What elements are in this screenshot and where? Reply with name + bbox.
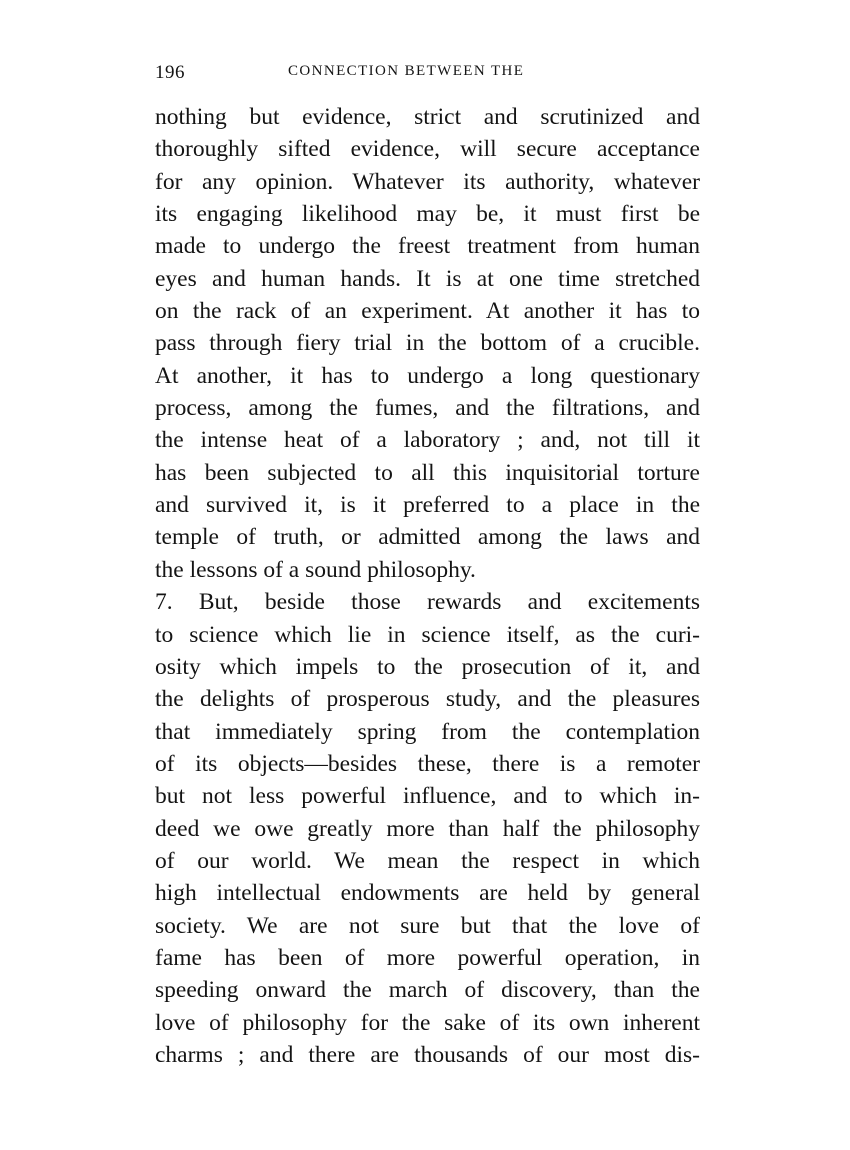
body-text <box>155 101 700 1071</box>
text-line: high intellectual endowments are held by general <box>155 880 700 907</box>
running-head <box>155 62 700 88</box>
text-line: of our world. We mean the respect in which <box>155 847 700 874</box>
text-line: At another, it has to undergo a long questionary <box>155 362 700 389</box>
text-line: fame has been of more powerful operation, in <box>155 944 700 971</box>
text-line: eyes and human hands. It is at one time stretched <box>155 265 700 292</box>
paragraph-end-line: the lessons of a sound philosophy. <box>155 556 476 583</box>
text-line: society. We are not sure but that the love of <box>155 912 700 939</box>
text-line: the intense heat of a laboratory ; and, not till it <box>155 427 700 454</box>
text-line: for any opinion. Whatever its authority, whatever <box>155 168 700 195</box>
text-line: the delights of prosperous study, and the pleasures <box>155 686 700 713</box>
text-line: process, among the fumes, and the filtrations, and <box>155 395 700 422</box>
text-line: that immediately spring from the contemplation <box>155 718 700 745</box>
text-line: speeding onward the march of discovery, than the <box>155 977 700 1004</box>
text-line: of its objects—besides these, there is a remoter <box>155 750 700 777</box>
running-title: CONNECTION BETWEEN THE <box>288 63 525 79</box>
text-line: temple of truth, or admitted among the laws and <box>155 524 700 551</box>
text-line: but not less powerful influence, and to which in- <box>155 783 700 810</box>
text-line: its engaging likelihood may be, it must first be <box>155 201 700 228</box>
text-line: thoroughly sifted evidence, will secure acceptance <box>155 136 700 163</box>
text-line: love of philosophy for the sake of its own inherent <box>155 1009 700 1036</box>
text-line: on the rack of an experiment. At another it has to <box>155 298 700 325</box>
text-line: osity which impels to the prosecution of it, and <box>155 653 700 680</box>
paragraph-start-line: 7. But, beside those rewards and excitements <box>155 589 700 616</box>
text-line: and survived it, is it preferred to a place in the <box>155 492 700 519</box>
text-line: to science which lie in science itself, as the curi- <box>155 621 700 648</box>
text-line: charms ; and there are thousands of our most dis- <box>155 1041 700 1068</box>
text-line: nothing but evidence, strict and scrutinized and <box>155 104 700 130</box>
text-line: has been subjected to all this inquisitorial torture <box>155 459 700 486</box>
text-line: deed we owe greatly more than half the philosophy <box>155 815 700 842</box>
text-line: made to undergo the freest treatment from human <box>155 233 700 260</box>
text-line: pass through fiery trial in the bottom of a crucible. <box>155 330 700 357</box>
page-number: 196 <box>155 62 185 83</box>
